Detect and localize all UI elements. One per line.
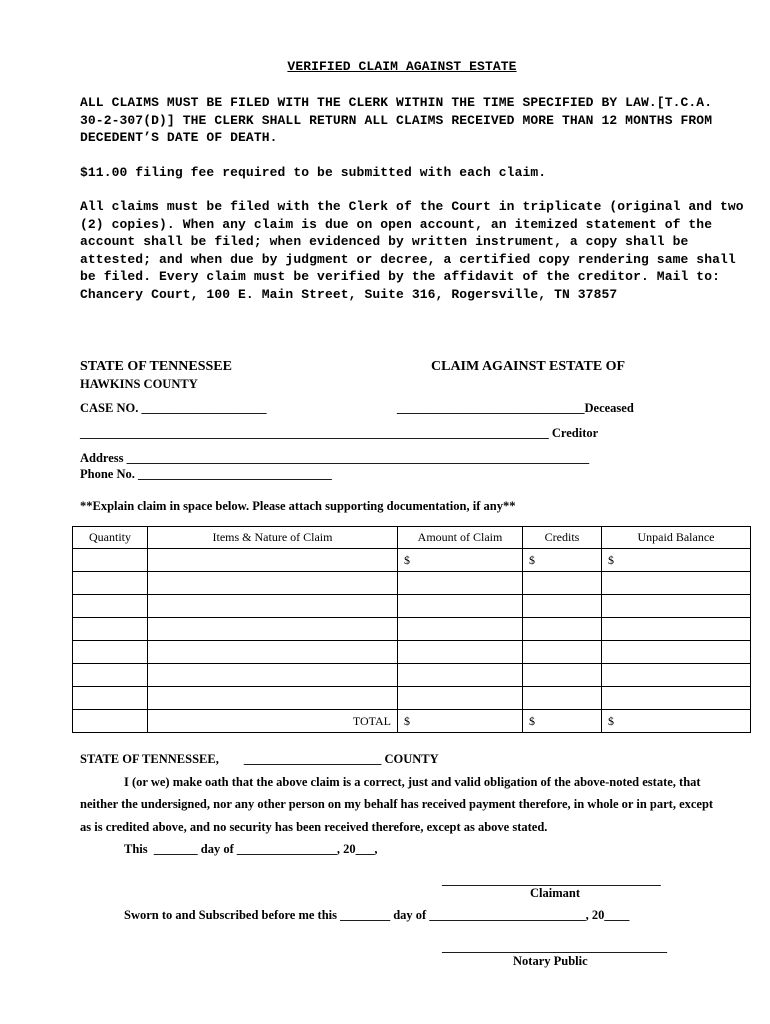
table-row — [73, 641, 751, 664]
col-items: Items & Nature of Claim — [148, 527, 398, 549]
oath-state-county[interactable]: STATE OF TENNESSEE, ______________________ COUNTY — [80, 752, 439, 766]
amount-cell[interactable] — [398, 595, 523, 618]
oath-text-line-1: I (or we) make oath that the above claim is a correct, just and valid obligation of the above-noted estate, that — [124, 775, 701, 789]
notary-label: Notary Public — [513, 954, 588, 968]
quantity-cell[interactable] — [73, 664, 148, 687]
quantity-cell[interactable] — [73, 572, 148, 595]
credits-cell[interactable] — [523, 572, 602, 595]
phone-field[interactable]: Phone No. _______________________________ — [80, 467, 332, 481]
filing-fee-notice: $11.00 filing fee required to be submitted with each claim. — [80, 165, 547, 180]
county-heading: HAWKINS COUNTY — [80, 377, 198, 391]
amount-cell[interactable] — [398, 687, 523, 710]
unpaid-cell[interactable] — [602, 687, 751, 710]
quantity-cell — [73, 710, 148, 733]
col-amount: Amount of Claim — [398, 527, 523, 549]
table-header-row — [73, 527, 751, 549]
items-cell[interactable] — [148, 549, 398, 572]
explain-instruction: **Explain claim in space below. Please attach supporting documentation, if any** — [80, 499, 516, 513]
deceased-name-field[interactable]: ______________________________Deceased — [397, 401, 634, 415]
total-credits-cell[interactable]: $ — [523, 710, 602, 733]
unpaid-cell[interactable] — [602, 664, 751, 687]
col-unpaid-balance: Unpaid Balance — [602, 527, 751, 549]
items-cell[interactable] — [148, 664, 398, 687]
credits-cell[interactable] — [523, 641, 602, 664]
case-number-field[interactable]: CASE NO. ____________________ — [80, 401, 267, 415]
credits-cell[interactable]: $ — [523, 549, 602, 572]
amount-cell[interactable] — [398, 664, 523, 687]
amount-cell[interactable] — [398, 572, 523, 595]
state-heading: STATE OF TENNESSEE — [80, 359, 232, 374]
quantity-cell[interactable] — [73, 687, 148, 710]
claimant-signature-line[interactable]: ___________________________________ — [442, 873, 661, 887]
items-cell[interactable] — [148, 687, 398, 710]
credits-cell[interactable] — [523, 687, 602, 710]
col-quantity: Quantity — [73, 527, 148, 549]
claim-against-heading: CLAIM AGAINST ESTATE OF — [431, 359, 626, 374]
filing-instructions: All claims must be filed with the Clerk of the Court in triplicate (original and two (2) copies). When any claim is due on open account, an itemized statement of the account shall be filed; when evidenced by written instrument, a copy shall be attested; and when due by judgment or decree, a certified copy rendering same shall be filed. Every claim must be verified by the affidavit of the creditor. Mail to: Chancery Court, 100 E. Main Street, Suite 316, Rogersville, TN 37857 — [80, 199, 744, 302]
items-cell[interactable] — [148, 595, 398, 618]
oath-date-field[interactable]: This _______ day of ________________, 20___, — [124, 842, 378, 856]
table-row — [73, 549, 751, 572]
col-credits: Credits — [523, 527, 602, 549]
items-cell[interactable] — [148, 641, 398, 664]
amount-cell[interactable]: $ — [398, 549, 523, 572]
filing-deadline-warning: ALL CLAIMS MUST BE FILED WITH THE CLERK WITHIN THE TIME SPECIFIED BY LAW.[T.C.A. 30-2-307(D)] THE CLERK SHALL RETURN ALL CLAIMS RECEIVED MORE THAN 12 MONTHS FROM DECEDENT’S DATE OF DEATH. — [80, 95, 713, 145]
unpaid-cell[interactable] — [602, 572, 751, 595]
table-row — [73, 687, 751, 710]
items-cell[interactable] — [148, 618, 398, 641]
oath-text-line-2: neither the undersigned, nor any other person on my behalf has received payment therefore, in whole or in part, except — [80, 797, 714, 811]
sworn-date-field[interactable]: Sworn to and Subscribed before me this ________ day of _________________________, 20____ — [124, 908, 630, 922]
table-row — [73, 572, 751, 595]
items-cell[interactable] — [148, 572, 398, 595]
total-label: TOTAL — [148, 710, 398, 733]
address-field[interactable]: Address __________________________________________________________________________ — [80, 451, 590, 465]
notary-signature-line[interactable]: ____________________________________ — [442, 940, 667, 954]
credits-cell[interactable] — [523, 664, 602, 687]
quantity-cell[interactable] — [73, 641, 148, 664]
unpaid-cell[interactable] — [602, 641, 751, 664]
credits-cell[interactable] — [523, 618, 602, 641]
total-amount-cell[interactable]: $ — [398, 710, 523, 733]
unpaid-cell[interactable] — [602, 595, 751, 618]
table-row — [73, 595, 751, 618]
unpaid-cell[interactable] — [602, 618, 751, 641]
quantity-cell[interactable] — [73, 595, 148, 618]
total-unpaid-cell[interactable]: $ — [602, 710, 751, 733]
claimant-label: Claimant — [530, 886, 580, 900]
oath-text-line-3: as is credited above, and no security has been received therefore, except as above stated. — [80, 820, 548, 834]
quantity-cell[interactable] — [73, 618, 148, 641]
creditor-field[interactable]: ___________________________________________________________________________ Creditor — [80, 426, 599, 440]
total-row — [73, 710, 751, 733]
claims-table — [72, 526, 751, 733]
quantity-cell[interactable] — [73, 549, 148, 572]
unpaid-cell[interactable]: $ — [602, 549, 751, 572]
form-title: VERIFIED CLAIM AGAINST ESTATE — [287, 59, 517, 74]
amount-cell[interactable] — [398, 618, 523, 641]
table-row — [73, 664, 751, 687]
credits-cell[interactable] — [523, 595, 602, 618]
table-row — [73, 618, 751, 641]
amount-cell[interactable] — [398, 641, 523, 664]
